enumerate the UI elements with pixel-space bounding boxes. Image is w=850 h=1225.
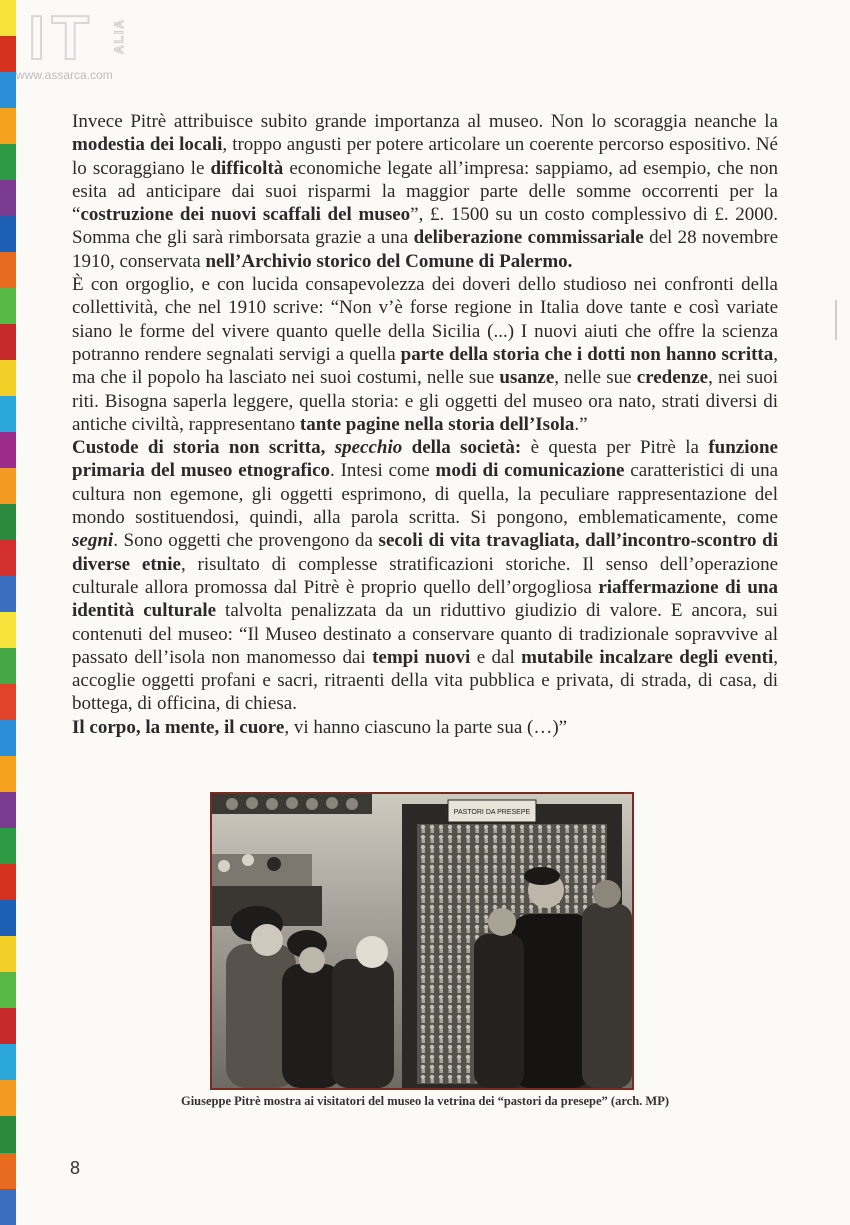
strip-segment xyxy=(0,684,16,720)
paragraph xyxy=(72,273,778,436)
page-number: 8 xyxy=(70,1158,81,1178)
strip-segment xyxy=(0,468,16,504)
strip-segment xyxy=(0,36,16,72)
text-run: , nei suoi riti. Bisogna saperla leggere, quella storia: e gli oggetti del museo ora nato, strati diversi di antiche civiltà, rappresentano xyxy=(72,367,778,435)
strip-segment xyxy=(0,648,16,684)
text-run: , troppo angusti per potere articolare un coerente percorso espositivo. Né lo scoraggiano le xyxy=(72,134,778,179)
text-run: . Sono oggetti che provengono da xyxy=(113,530,379,552)
bold-phrase: Custode di storia non scritta, xyxy=(72,437,335,459)
text-run: ”, £. 1500 su un costo complessivo di £. 2000. Somma che gli sarà rimborsata grazie a una xyxy=(72,204,778,249)
strip-segment xyxy=(0,720,16,756)
strip-segment xyxy=(0,396,16,432)
strip-segment xyxy=(0,324,16,360)
strip-segment xyxy=(0,1044,16,1080)
text-run: talvolta penalizzata da un riduttivo giudizio di valore. E ancora, sui contenuti del museo: “Il Museo destinato a conservare quanto di tradizionale sopravvive al passato dell’isola non manomesso dai xyxy=(72,600,778,668)
text-run: . Intesi come xyxy=(330,460,436,482)
text-run: Invece Pitrè attribuisce subito grande importanza al museo. Non lo scoraggia neanche la xyxy=(72,111,778,132)
photo-sign: PASTORI DA PRESEPE xyxy=(453,809,531,816)
strip-segment xyxy=(0,144,16,180)
bold-phrase: difficoltà xyxy=(210,157,284,179)
bold-phrase: usanze xyxy=(499,367,555,389)
strip-segment xyxy=(0,756,16,792)
strip-segment xyxy=(0,180,16,216)
bold-phrase: modi di comunicazione xyxy=(435,460,625,482)
archive-photo xyxy=(210,792,634,1090)
text-run: , accoglie oggetti profani e sacri, ritraenti della vita pubblica e privata, di strada, di casa, di bottega, di officina, di chiesa. xyxy=(72,646,778,715)
text-run: , nelle sue xyxy=(554,367,637,389)
bold-phrase: tante pagine nella storia dell’Isola xyxy=(299,413,575,435)
strip-segment xyxy=(0,432,16,468)
strip-segment xyxy=(0,1080,16,1116)
text-run: , risultato di complesse stratificazioni storiche. Il senso dell’operazione culturale allora promossa dal Pitrè è proprio quello dell’orgogliosa xyxy=(72,553,779,598)
text-run: caratteristici di una cultura non egemone, gli oggetti esprimono, di quella, la peculiare rappresentazione del mondo sostituendosi, quindi, alla parola scritta. Si pongono, emblematicamente, come xyxy=(72,460,779,529)
text-run: economiche legate all’impresa: sappiamo, ad esempio, che non esita ad anticipare dai suoi risparmi la maggior parte delle somme occorrenti per la “ xyxy=(72,157,779,226)
bold-phrase: nell’Archivio storico del Comune di Palermo. xyxy=(205,250,573,272)
strip-segment xyxy=(0,612,16,648)
bold-phrase: riaffermazione di una identità culturale xyxy=(72,576,778,622)
strip-segment xyxy=(0,576,16,612)
watermark-logo xyxy=(16,4,134,88)
strip-segment xyxy=(0,828,16,864)
watermark-url: www.assarca.com xyxy=(16,68,113,82)
watermark-logo-text: IT xyxy=(28,4,96,73)
strip-segment xyxy=(0,936,16,972)
strip-segment xyxy=(0,504,16,540)
strip-segment xyxy=(0,900,16,936)
strip-segment xyxy=(0,1189,16,1225)
text-run: , ma che il popolo ha lasciato nei suoi costumi, nelle sue xyxy=(72,343,779,389)
text-run: del 28 novembre 1910, conservata xyxy=(72,227,779,272)
paragraph xyxy=(72,716,778,739)
bold-phrase: modestia dei locali xyxy=(72,134,223,156)
text-run: È con orgoglio, e con lucida consapevolezza dei doveri dello studioso nei confronti della collettività, che nel 1910 scrive: “Non v’è forse regione in Italia dove tante e così variate siano le forme del vivere quanto quelle della Sicilia (...) I nuovi aiuti che offre la scienza potranno rendere segnalati servigi a quella xyxy=(72,274,778,365)
scan-edge-mark xyxy=(835,300,837,340)
strip-segment xyxy=(0,288,16,324)
paragraph xyxy=(72,110,778,273)
strip-segment xyxy=(0,540,16,576)
strip-segment xyxy=(0,108,16,144)
bold-phrase: costruzione dei nuovi scaffali del museo xyxy=(80,204,411,226)
strip-segment xyxy=(0,792,16,828)
strip-segment xyxy=(0,1153,16,1189)
photo-caption: Giuseppe Pitrè mostra ai visitatori del museo la vetrina dei “pastori da presepe” (arch. MP) xyxy=(180,1094,670,1108)
bold-phrase: segni xyxy=(72,530,114,552)
bold-phrase: deliberazione commissariale xyxy=(413,227,644,249)
bold-phrase: tempi nuovi xyxy=(372,646,471,668)
photo-illustration xyxy=(212,794,632,1088)
strip-segment xyxy=(0,864,16,900)
bold-phrase: credenze xyxy=(636,367,709,389)
strip-segment xyxy=(0,72,16,108)
bold-phrase: Il corpo, la mente, il cuore xyxy=(72,716,285,738)
bold-phrase: funzione primaria del museo etnografico xyxy=(72,437,778,482)
text-run: .” xyxy=(574,413,588,435)
text-run: e dal xyxy=(470,646,522,668)
paragraph xyxy=(72,436,778,716)
text-run: , vi hanno ciascuno la parte sua (…)” xyxy=(284,716,568,738)
strip-segment xyxy=(0,0,16,36)
strip-segment xyxy=(0,972,16,1008)
bold-phrase: parte della storia che i dotti non hanno scritta xyxy=(400,343,774,365)
bold-phrase: secoli di vita travagliata, dall’incontro-scontro di diverse etnie xyxy=(72,530,778,575)
strip-segment xyxy=(0,252,16,288)
watermark-vertical-text: ALIA xyxy=(112,18,126,54)
strip-segment xyxy=(0,1008,16,1044)
left-color-strip xyxy=(0,0,16,1225)
text-run: è questa per Pitrè la xyxy=(521,437,709,459)
strip-segment xyxy=(0,216,16,252)
bold-phrase: mutabile incalzare degli eventi xyxy=(521,646,774,668)
bold-phrase: specchio xyxy=(334,437,403,459)
strip-segment xyxy=(0,1116,16,1152)
strip-segment xyxy=(0,360,16,396)
body-text xyxy=(72,110,778,739)
bold-phrase: della società: xyxy=(402,437,522,459)
